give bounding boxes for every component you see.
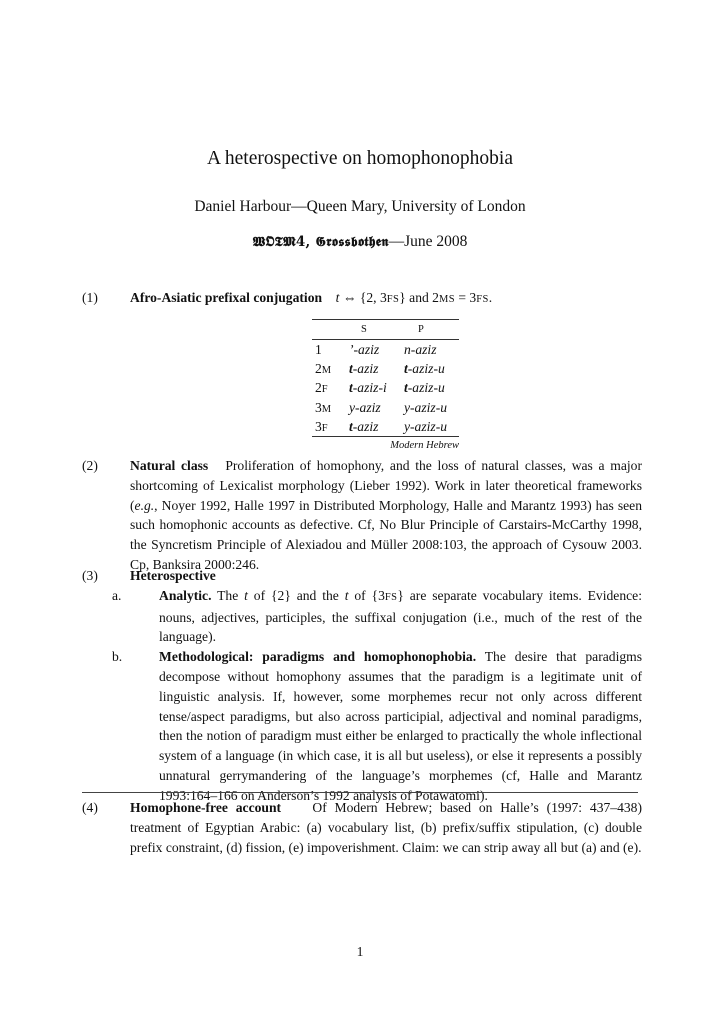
singular-cell <box>349 340 404 359</box>
example-heading: Heterospective <box>130 568 216 583</box>
person-gender: M <box>321 403 332 415</box>
example-2-body <box>130 456 642 575</box>
paper-title: A heterospective on homophonophobia <box>207 148 513 169</box>
paradigm-table <box>312 319 459 453</box>
paragraph-text-italic: t <box>344 587 349 603</box>
rule-text: ⇔ {2, 3 <box>339 290 387 305</box>
paragraph-text-italic: e.g. <box>134 497 155 513</box>
prefix-bold: t <box>404 361 408 377</box>
feature-fs: FS <box>476 294 489 305</box>
example-3-body <box>112 566 643 806</box>
person-number: 1 <box>315 342 322 357</box>
subexample-a <box>112 586 642 647</box>
table-body <box>312 340 459 436</box>
person-gender: F <box>321 384 329 396</box>
paragraph-text: , Noyer 1992, Halle 1997 in Distributed Morphology, Halle and Marantz 1993) has seen such homophonic accounts as defective. Cf, No Blur Principle of Carstairs-McCarthy 1998, the Syncretism Principle of Alexiadou and Müller 2008:103, the approach of Cysouw 2003. Cp, Banksira 2000:246. <box>130 497 642 572</box>
person-cell <box>312 359 349 378</box>
form-text: -aziz <box>352 418 379 434</box>
example-number: (3) <box>82 568 98 583</box>
form-text: -aziz-i <box>352 380 387 396</box>
person-cell <box>312 417 349 436</box>
paragraph-text: of {3 <box>348 587 385 603</box>
prefix-bold: t <box>404 380 408 396</box>
person-cell <box>312 378 349 397</box>
rule-text: } and 2 <box>399 290 439 305</box>
form-text: -aziz-u <box>407 380 445 396</box>
plural-cell <box>404 398 459 417</box>
form-text: n-aziz <box>404 342 437 357</box>
venue-blackletter: 𝖂𝕺𝕿𝕸4, 𝕲𝖗𝖔𝖘𝖘𝖇𝖔𝖙𝖍𝖊𝖓 <box>252 234 389 250</box>
feature-fs: FS <box>384 591 398 603</box>
example-4-body <box>130 798 642 857</box>
table-bottom-rule <box>312 436 459 437</box>
prefix-bold: t <box>349 418 353 434</box>
venue-line <box>0 233 720 251</box>
singular-cell <box>349 359 404 378</box>
prefix-bold: t <box>349 361 353 377</box>
page-number: 1 <box>356 944 364 959</box>
plural-cell <box>404 378 459 397</box>
form-text: y-aziz-u <box>404 399 448 415</box>
paragraph-text: of {2} and the <box>247 587 345 603</box>
paragraph-text: The desire that paradigms decompose without homophony assumes that the paradigm is a legitimate unit of linguistic analysis. If, however, some morphemes recur not only across different tense/aspect paradigms, but also across participial, adjectival and nominal paradigms, then the notion of paradigm must either be enlarged to practically the whole inflectional system of a language (in which case, it is all but useless), or else it represents a possibly unnatural gerrymandering of the language’s morphemes (cf, Halle and Marantz 1993:164–166 on Anderson’s 1992 analysis of Potawatomi). <box>159 649 643 803</box>
subexample-b <box>112 647 643 805</box>
example-number: (1) <box>82 290 98 305</box>
person-cell <box>312 340 349 359</box>
plural-cell <box>404 359 459 378</box>
example-heading: Afro-Asiatic prefixal conjugation <box>130 290 323 305</box>
person-cell <box>312 398 349 417</box>
subexample-heading: Analytic. <box>159 587 212 603</box>
venue-date: —June 2008 <box>388 233 468 250</box>
column-header-plural: P <box>418 324 424 335</box>
person-gender: F <box>321 422 329 434</box>
paragraph-text: Of Modern Hebrew; based on Halle’s (1997: 437–438) treatment of Egyptian Arabic: (a) vocabulary list, (b) prefix/suffix stipulation, (c) double prefix constraint, (d) fission, (e) impoverishment. Claim: we can strip away all but (a) and (e). <box>130 800 643 855</box>
paragraph-text: Proliferation of homophony, and the loss of natural classes, was a major shortcoming of Lexicalist morphology (Lieber 1992). Work in later theoretical frameworks ( <box>130 458 642 513</box>
form-text: ’-aziz <box>349 342 380 357</box>
example-1-body <box>130 288 642 310</box>
table-row <box>312 359 459 378</box>
example-3 <box>82 566 642 806</box>
singular-cell <box>349 417 404 436</box>
singular-cell <box>349 398 404 417</box>
paragraph-text: } are separate vocabulary items. Evidence: nouns, adjectives, participles, the suffixal conjugation (i.e., much of the rest of the language). <box>159 587 642 645</box>
table-row <box>312 340 459 359</box>
person-number: 3 <box>315 399 322 415</box>
singular-cell <box>349 378 404 397</box>
table-row <box>312 398 459 417</box>
feature-ms: MS <box>438 294 455 305</box>
plural-cell <box>404 417 459 436</box>
table-row <box>312 378 459 397</box>
example-2 <box>82 456 642 575</box>
author-line: Daniel Harbour—Queen Mary, University of London <box>194 198 526 215</box>
example-number: (2) <box>82 458 98 473</box>
example-number: (4) <box>82 800 98 815</box>
section-divider <box>82 792 638 793</box>
rule-text: = 3 <box>454 290 477 305</box>
table-caption: Modern Hebrew <box>390 439 459 451</box>
form-text: -aziz <box>352 361 379 377</box>
paragraph-text: The <box>217 587 245 603</box>
example-heading: Homophone-free account <box>130 800 282 815</box>
form-text: y-aziz <box>349 399 381 415</box>
rule-text: . <box>488 290 493 305</box>
person-number: 2 <box>315 361 322 377</box>
plural-cell <box>404 340 459 359</box>
example-4 <box>82 798 642 857</box>
table-header-row <box>312 320 459 339</box>
example-heading: Natural class <box>130 458 209 473</box>
table-row <box>312 417 459 436</box>
column-header-singular: S <box>361 324 367 335</box>
subexample-heading: Methodological: paradigms and homophonophobia. <box>159 649 477 665</box>
feature-fs: FS <box>386 294 400 305</box>
person-number: 2 <box>315 380 322 396</box>
form-text: -aziz-u <box>407 361 445 377</box>
form-text: y-aziz-u <box>404 418 448 434</box>
paragraph-text-italic: t <box>244 587 248 603</box>
person-number: 3 <box>315 418 322 434</box>
rule-t: t <box>335 290 340 305</box>
example-1 <box>82 288 642 310</box>
subexample-label: a. <box>112 587 122 603</box>
prefix-bold: t <box>349 380 353 396</box>
subexample-label: b. <box>112 649 123 665</box>
person-gender: M <box>321 365 332 377</box>
